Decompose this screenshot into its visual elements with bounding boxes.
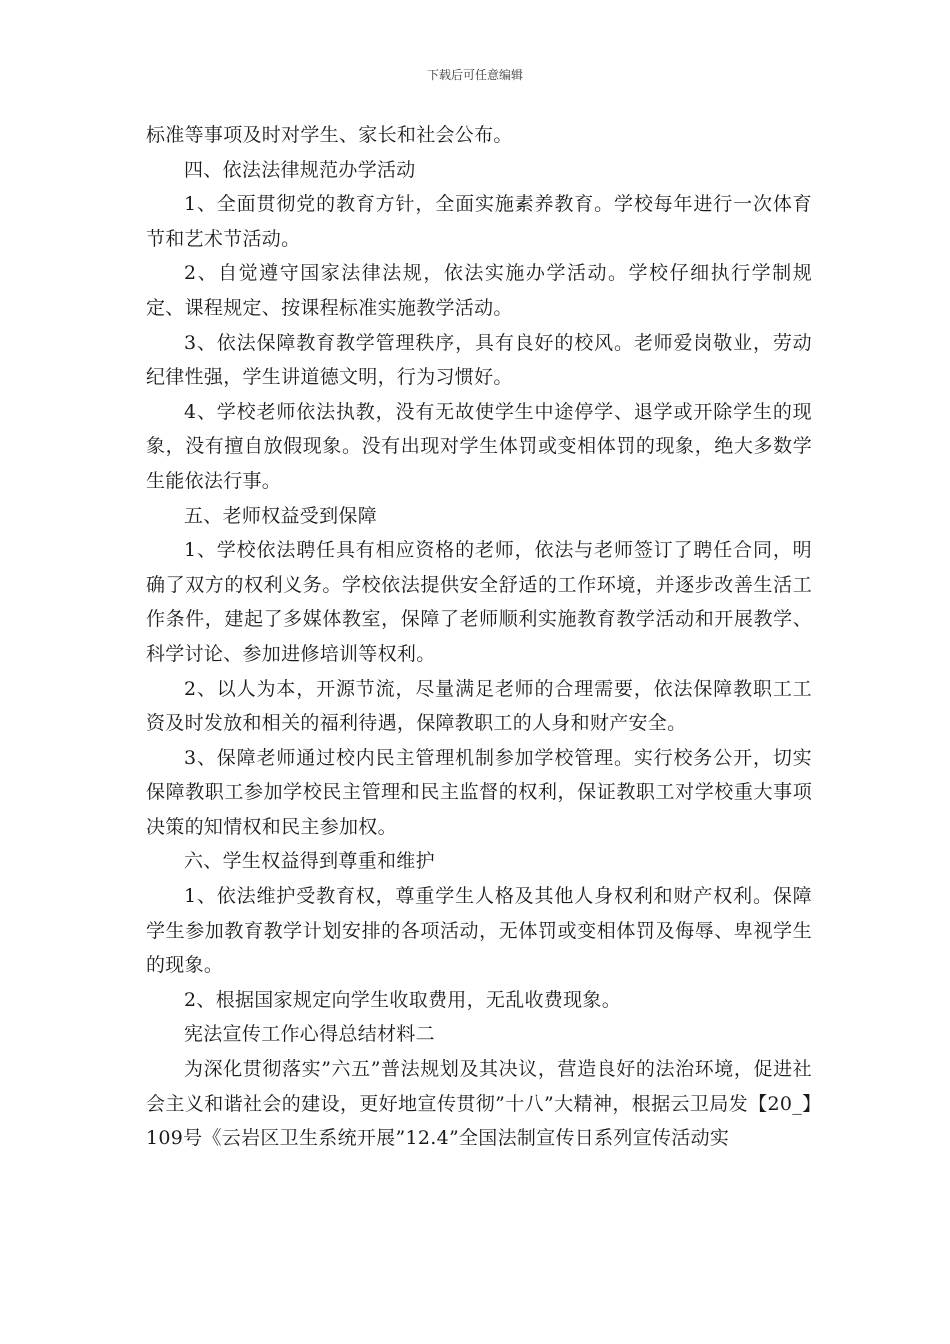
body-paragraph: 六、学生权益得到尊重和维护 <box>184 850 435 873</box>
body-paragraph: 2、以人为本，开源节流，尽量满足老师的合理需要，依法保障教职工工资及时发放和相关的福利待遇，保障教职工的人身和财产安全。 <box>146 677 812 735</box>
body-paragraph: 2、根据国家规定向学生收取费用，无乱收费现象。 <box>184 988 621 1011</box>
body-paragraph: 3、保障老师通过校内民主管理机制参加学校管理。实行校务公开，切实保障教职工参加学校民主管理和民主监督的权利，保证教职工对学校重大事项决策的知情权和民主参加权。 <box>146 746 812 838</box>
body-paragraph: 1、学校依法聘任具有相应资格的老师，依法与老师签订了聘任合同，明确了双方的权利义务。学校依法提供安全舒适的工作环境，并逐步改善生活工作条件，建起了多媒体教室，保障了老师顺利实施教育教学活动和开展教学、科学讨论、参加进修培训等权利。 <box>146 539 812 665</box>
body-paragraph: 1、依法维护受教育权，尊重学生人格及其他人身权利和财产权利。保障学生参加教育教学计划安排的各项活动，无体罚或变相体罚及侮辱、卑视学生的现象。 <box>146 885 812 977</box>
body-paragraph: 3、依法保障教育教学管理秩序，具有良好的校风。老师爱岗敬业，劳动纪律性强，学生讲道德文明，行为习惯好。 <box>146 331 812 389</box>
body-paragraph: 标准等事项及时对学生、家长和社会公布。 <box>146 124 513 146</box>
body-paragraph: 4、学校老师依法执教，没有无故使学生中途停学、退学或开除学生的现象，没有擅自放假现象。没有出现对学生体罚或变相体罚的现象，绝大多数学生能依法行事。 <box>146 400 812 492</box>
page-header: 下载后可任意编辑 <box>426 68 523 82</box>
body-paragraph: 四、依法法律规范办学活动 <box>184 158 416 181</box>
document-body <box>146 118 812 1156</box>
body-paragraph: 为深化贯彻落实”六五”普法规划及其决议，营造良好的法治环境，促进社会主义和谐社会的建设，更好地宣传贯彻”十八”大精神，根据云卫局发【20_】109号《云岩区卫生系统开展”12.4”全国法制宣传日系列宣传活动实 <box>146 1058 812 1150</box>
body-paragraph: 1、全面贯彻党的教育方针，全面实施素养教育。学校每年进行一次体育节和艺术节活动。 <box>146 193 812 250</box>
body-paragraph: 五、老师权益受到保障 <box>184 504 378 527</box>
body-paragraph: 2、自觉遵守国家法律法规，依法实施办学活动。学校仔细执行学制规定、课程规定、按课程标准实施教学活动。 <box>146 262 812 319</box>
body-paragraph: 宪法宣传工作心得总结材料二 <box>184 1023 435 1046</box>
